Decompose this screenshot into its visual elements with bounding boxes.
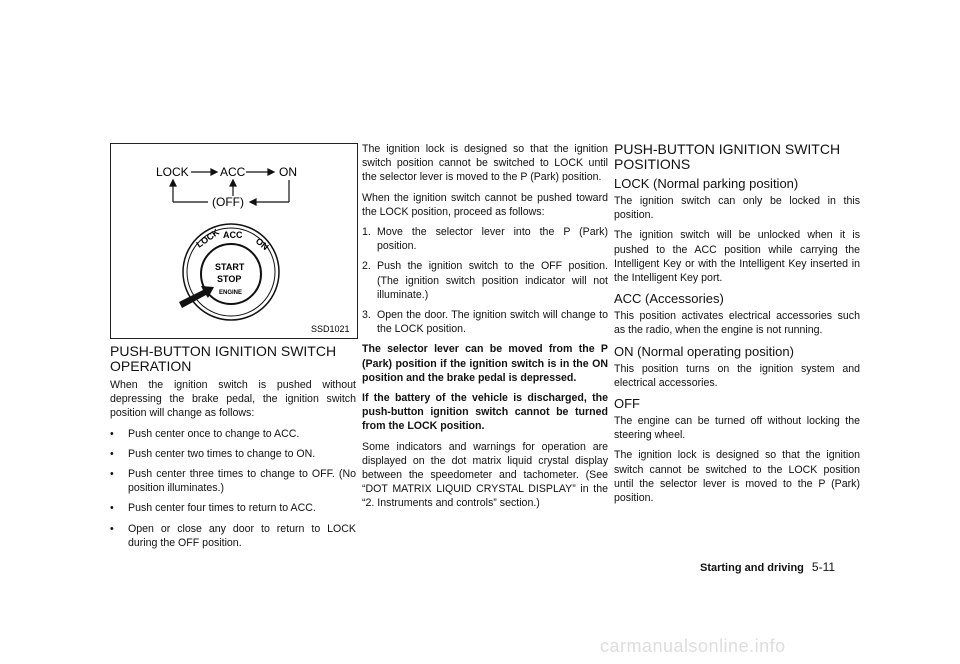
middle-column	[362, 142, 608, 517]
bold-note: The selector lever can be moved from the P (Park) position if the ignition switch is in the ON position and the brake pedal is depressed.	[362, 343, 608, 384]
heading-operation: PUSH-BUTTON IGNITION SWITCH OPERATION	[110, 343, 337, 374]
label-off: (OFF)	[212, 195, 244, 209]
bullet-item: • Push center four times to return to ACC.	[110, 502, 316, 515]
label-lock: LOCK	[156, 165, 189, 179]
heading-positions: PUSH-BUTTON IGNITION SWITCH POSITIONS	[614, 141, 841, 172]
ring-on: ON	[253, 235, 271, 253]
step-item: 3. Open the door. The ignition switch will change to the LOCK position.	[362, 309, 608, 336]
step-item: 1. Move the selector lever into the P (Park) position.	[362, 226, 608, 253]
subheading-acc: ACC (Accessories)	[614, 291, 724, 307]
label-acc: ACC	[220, 165, 246, 179]
bold-note: If the battery of the vehicle is discharged, the push-button ignition switch cannot be turned from the LOCK position.	[362, 392, 608, 433]
paragraph: The ignition lock is designed so that the ignition switch cannot be switched to the LOCK position until the selector lever is moved to the P (Park) position.	[614, 449, 860, 505]
ignition-diagram	[111, 144, 357, 338]
paragraph: The ignition switch can only be locked in this position.	[614, 195, 860, 222]
paragraph: The engine can be turned off without locking the steering wheel.	[614, 415, 860, 442]
step-item: 2. Push the ignition switch to the OFF position. (The ignition switch position indicator will not illuminate.)	[362, 260, 608, 301]
center-start: START	[215, 262, 245, 272]
bullet-item: • Push center once to change to ACC.	[110, 427, 300, 440]
paragraph: Some indicators and warnings for operation are displayed on the dot matrix liquid crystal display between the speedometer and tachometer. (See “DOT MATRIX LIQUID CRYSTAL DISPLAY” in the “2. Instruments and controls” section.)	[362, 440, 608, 510]
figure-code: SSD1021	[311, 324, 350, 334]
paragraph: The ignition switch will be unlocked when it is pushed to the ACC position while carrying the Intelligent Key or with the Intelligent Key inserted in the Intelligent Key port.	[614, 229, 860, 285]
center-stop: STOP	[217, 274, 242, 284]
right-column	[614, 142, 860, 511]
ring-acc: ACC	[223, 230, 243, 240]
subheading-on: ON (Normal operating position)	[614, 343, 794, 359]
section-name: Starting and driving	[700, 562, 804, 574]
label-on: ON	[279, 165, 297, 179]
bullet-item: • Open or close any door to return to LOCK during the OFF position.	[110, 522, 356, 549]
center-engine: ENGINE	[219, 290, 243, 296]
paragraph: This position activates electrical accessories such as the radio, when the engine is not running.	[614, 310, 860, 337]
bullet-item: • Push center three times to change to OFF. (No position illuminates.)	[110, 468, 356, 495]
watermark: carmanualsonline.info	[600, 636, 786, 656]
subheading-off: OFF	[614, 396, 640, 412]
left-column	[110, 344, 356, 556]
ignition-switch-figure	[110, 143, 358, 339]
paragraph: This position turns on the ignition system and electrical accessories.	[614, 362, 860, 389]
subheading-lock: LOCK (Normal parking position)	[614, 176, 799, 191]
intro-text: When the ignition switch is pushed without depressing the brake pedal, the ignition switch position will change as follows:	[110, 379, 356, 420]
paragraph: The ignition lock is designed so that the ignition switch position cannot be switched to LOCK until the selector lever is moved to the P (Park) position.	[362, 143, 608, 184]
page-number: 5-11	[811, 560, 836, 574]
bullet-item: • Push center two times to change to ON.	[110, 447, 316, 460]
ring-lock: LOCK	[194, 226, 222, 250]
paragraph: When the ignition switch cannot be pushed toward the LOCK position, proceed as follows:	[362, 191, 608, 218]
page-footer	[700, 560, 835, 574]
